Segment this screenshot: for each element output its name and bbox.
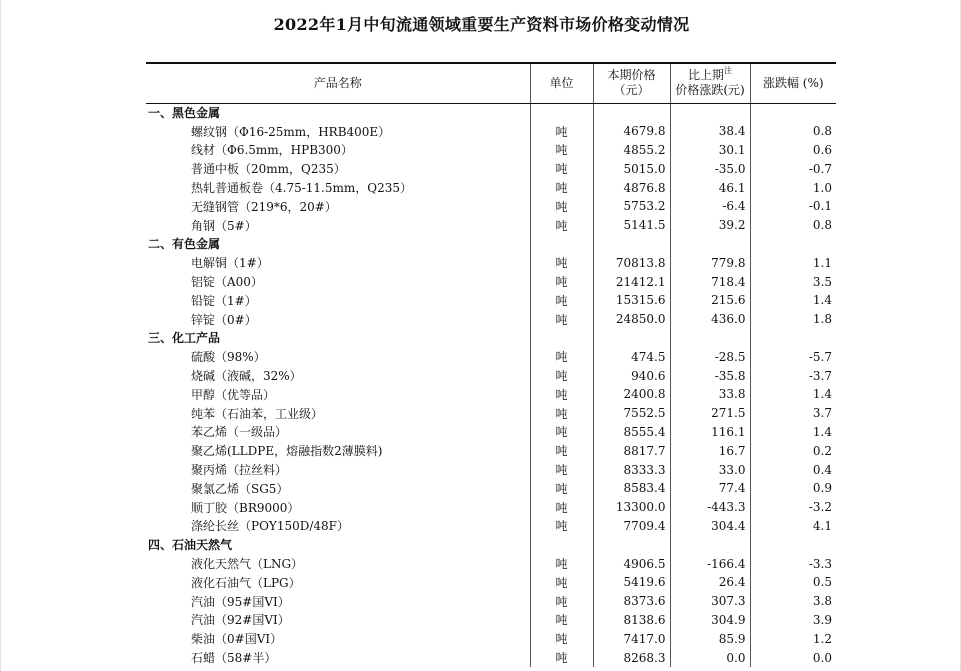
unit-cell: 吨 [530, 479, 593, 498]
table-row [146, 554, 836, 573]
unit-cell: 吨 [530, 423, 593, 442]
table-row [146, 629, 836, 648]
price-cell: 5141.5 [593, 216, 670, 235]
product-name-cell: 螺纹钢（Φ16-25mm，HRB400E） [191, 124, 391, 139]
table-body [146, 103, 836, 667]
pct-cell: 1.4 [750, 385, 836, 404]
empty-cell [670, 329, 750, 348]
product-name-cell: 甲醇（优等品） [191, 387, 276, 402]
pct-cell: 0.9 [750, 479, 836, 498]
unit-cell: 吨 [530, 347, 593, 366]
change-cell: -166.4 [670, 554, 750, 573]
product-name-cell: 无缝钢管（219*6，20#） [191, 199, 337, 214]
table-row [146, 272, 836, 291]
table-row [146, 159, 836, 178]
unit-cell: 吨 [530, 385, 593, 404]
price-cell: 7709.4 [593, 517, 670, 536]
change-cell: 30.1 [670, 141, 750, 160]
change-cell: 85.9 [670, 629, 750, 648]
pct-cell: 0.8 [750, 216, 836, 235]
table-row [146, 648, 836, 667]
table-row [146, 178, 836, 197]
change-cell: 116.1 [670, 423, 750, 442]
price-cell: 7552.5 [593, 404, 670, 423]
category-row [146, 535, 836, 554]
pct-cell: 1.4 [750, 423, 836, 442]
price-cell: 24850.0 [593, 310, 670, 329]
change-cell: 215.6 [670, 291, 750, 310]
pct-cell: 0.6 [750, 141, 836, 160]
change-cell: 33.8 [670, 385, 750, 404]
table-row [146, 479, 836, 498]
table-row [146, 385, 836, 404]
empty-cell [530, 329, 593, 348]
unit-cell: 吨 [530, 554, 593, 573]
price-cell: 4906.5 [593, 554, 670, 573]
category-title: 三、化工产品 [148, 331, 221, 346]
header-row [146, 63, 836, 103]
table-row [146, 253, 836, 272]
empty-cell [530, 535, 593, 554]
unit-cell: 吨 [530, 498, 593, 517]
product-name-cell: 电解铜（1#） [191, 256, 269, 271]
empty-cell [593, 235, 670, 254]
empty-cell [670, 103, 750, 122]
table-row [146, 498, 836, 517]
table-row [146, 517, 836, 536]
unit-cell: 吨 [530, 310, 593, 329]
price-cell: 7417.0 [593, 629, 670, 648]
pct-cell: 3.8 [750, 592, 836, 611]
unit-cell: 吨 [530, 178, 593, 197]
pct-cell: -3.7 [750, 366, 836, 385]
empty-cell [593, 103, 670, 122]
change-cell: 779.8 [670, 253, 750, 272]
pct-cell: 3.7 [750, 404, 836, 423]
change-cell: 77.4 [670, 479, 750, 498]
price-cell: 13300.0 [593, 498, 670, 517]
price-cell: 4876.8 [593, 178, 670, 197]
header-change-line2: 价格涨跌(元) [675, 83, 745, 98]
change-cell: 39.2 [670, 216, 750, 235]
change-cell: -35.0 [670, 159, 750, 178]
product-name-cell: 热轧普通板卷（4.75-11.5mm，Q235） [191, 181, 412, 196]
table-row [146, 291, 836, 310]
change-cell: -6.4 [670, 197, 750, 216]
product-name-cell: 角钢（5#） [191, 218, 257, 233]
pct-cell: 1.8 [750, 310, 836, 329]
table-row [146, 423, 836, 442]
header-change-note: 注 [724, 66, 732, 76]
product-name-cell: 液化石油气（LPG） [191, 575, 301, 590]
product-name-cell: 汽油（95#国VI） [191, 594, 290, 609]
unit-cell: 吨 [530, 592, 593, 611]
price-cell: 8138.6 [593, 611, 670, 630]
price-cell: 4679.8 [593, 122, 670, 141]
change-cell: 304.9 [670, 611, 750, 630]
table-row [146, 347, 836, 366]
pct-cell: -3.3 [750, 554, 836, 573]
change-cell: -443.3 [670, 498, 750, 517]
header-price-line2: （元） [613, 83, 650, 98]
change-cell: 0.0 [670, 648, 750, 667]
product-name-cell: 线材（Φ6.5mm，HPB300） [191, 143, 353, 158]
empty-cell [670, 535, 750, 554]
page-title: 2022年1月中旬流通领域重要生产资料市场价格变动情况 [273, 15, 690, 34]
price-cell: 5015.0 [593, 159, 670, 178]
table-row [146, 460, 836, 479]
table-row [146, 573, 836, 592]
product-name-cell: 聚氯乙烯（SG5） [191, 481, 289, 496]
table-row [146, 592, 836, 611]
pct-cell: 0.2 [750, 441, 836, 460]
unit-cell: 吨 [530, 611, 593, 630]
change-cell: 16.7 [670, 441, 750, 460]
table-row [146, 366, 836, 385]
change-cell: 38.4 [670, 122, 750, 141]
product-name-cell: 铝锭（A00） [191, 275, 263, 290]
price-cell: 15315.6 [593, 291, 670, 310]
unit-cell: 吨 [530, 441, 593, 460]
product-name-cell: 锌锭（0#） [191, 312, 257, 327]
unit-cell: 吨 [530, 159, 593, 178]
unit-cell: 吨 [530, 404, 593, 423]
unit-cell: 吨 [530, 573, 593, 592]
pct-cell: 0.4 [750, 460, 836, 479]
unit-cell: 吨 [530, 122, 593, 141]
product-name-cell: 铅锭（1#） [191, 293, 257, 308]
unit-cell: 吨 [530, 197, 593, 216]
table-row [146, 404, 836, 423]
category-title: 四、石油天然气 [148, 538, 233, 553]
product-name-cell: 涤纶长丝（POY150D/48F） [191, 519, 349, 534]
price-cell: 8555.4 [593, 423, 670, 442]
pct-cell: 3.5 [750, 272, 836, 291]
header-price-line1: 本期价格 [607, 68, 656, 83]
product-name-cell: 液化天然气（LNG） [191, 557, 304, 572]
header-unit: 单位 [530, 63, 593, 103]
category-row [146, 103, 836, 122]
product-name-cell: 聚丙烯（拉丝料） [191, 463, 288, 478]
pct-cell: 3.9 [750, 611, 836, 630]
pct-cell: 1.1 [750, 253, 836, 272]
pct-cell: -0.1 [750, 197, 836, 216]
change-cell: 46.1 [670, 178, 750, 197]
product-name-cell: 顺丁胶（BR9000） [191, 500, 300, 515]
empty-cell [593, 535, 670, 554]
price-cell: 8583.4 [593, 479, 670, 498]
price-cell: 8817.7 [593, 441, 670, 460]
category-title: 二、有色金属 [148, 237, 221, 252]
unit-cell: 吨 [530, 216, 593, 235]
empty-cell [530, 103, 593, 122]
category-title: 一、黑色金属 [148, 106, 221, 121]
product-name-cell: 柴油（0#国VI） [191, 632, 283, 647]
category-row [146, 235, 836, 254]
unit-cell: 吨 [530, 253, 593, 272]
change-cell: 307.3 [670, 592, 750, 611]
empty-cell [530, 235, 593, 254]
pct-cell: -3.2 [750, 498, 836, 517]
empty-cell [593, 329, 670, 348]
unit-cell: 吨 [530, 291, 593, 310]
pct-cell: 1.0 [750, 178, 836, 197]
table-row [146, 122, 836, 141]
header-pct: 涨跌幅 (%) [750, 63, 836, 103]
change-cell: 271.5 [670, 404, 750, 423]
pct-cell: 0.5 [750, 573, 836, 592]
product-name-cell: 汽油（92#国VI） [191, 613, 290, 628]
table-row [146, 141, 836, 160]
product-name-cell: 普通中板（20mm，Q235） [191, 162, 346, 177]
change-cell: 33.0 [670, 460, 750, 479]
change-cell: 304.4 [670, 517, 750, 536]
change-cell: 718.4 [670, 272, 750, 291]
price-cell: 8373.6 [593, 592, 670, 611]
change-cell: -28.5 [670, 347, 750, 366]
change-cell: 436.0 [670, 310, 750, 329]
product-name-cell: 硫酸（98%） [191, 350, 266, 365]
table-row [146, 441, 836, 460]
unit-cell: 吨 [530, 629, 593, 648]
pct-cell: -5.7 [750, 347, 836, 366]
table-row [146, 310, 836, 329]
product-name-cell: 苯乙烯（一级品） [191, 425, 288, 440]
pct-cell: 0.0 [750, 648, 836, 667]
table-row [146, 611, 836, 630]
empty-cell [670, 235, 750, 254]
product-name-cell: 纯苯（石油苯，工业级） [191, 406, 324, 421]
product-name-cell: 烧碱（液碱，32%） [191, 369, 302, 384]
unit-cell: 吨 [530, 460, 593, 479]
empty-cell [750, 329, 836, 348]
pct-cell: -0.7 [750, 159, 836, 178]
header-price [593, 63, 670, 103]
empty-cell [750, 535, 836, 554]
pct-cell: 4.1 [750, 517, 836, 536]
unit-cell: 吨 [530, 141, 593, 160]
unit-cell: 吨 [530, 517, 593, 536]
empty-cell [750, 235, 836, 254]
price-cell: 8333.3 [593, 460, 670, 479]
price-cell: 940.6 [593, 366, 670, 385]
price-cell: 21412.1 [593, 272, 670, 291]
empty-cell [750, 103, 836, 122]
product-name-cell: 聚乙烯(LLDPE，熔融指数2薄膜料) [191, 444, 383, 459]
pct-cell: 0.8 [750, 122, 836, 141]
header-change [670, 63, 750, 103]
header-change-line1: 比上期 [687, 68, 724, 83]
category-row [146, 329, 836, 348]
table-row [146, 197, 836, 216]
price-cell: 474.5 [593, 347, 670, 366]
pct-cell: 1.2 [750, 629, 836, 648]
unit-cell: 吨 [530, 648, 593, 667]
price-cell: 2400.8 [593, 385, 670, 404]
change-cell: 26.4 [670, 573, 750, 592]
change-cell: -35.8 [670, 366, 750, 385]
price-cell: 5419.6 [593, 573, 670, 592]
pct-cell: 1.4 [750, 291, 836, 310]
price-cell: 5753.2 [593, 197, 670, 216]
unit-cell: 吨 [530, 272, 593, 291]
header-name: 产品名称 [146, 63, 530, 103]
table-row [146, 216, 836, 235]
price-cell: 70813.8 [593, 253, 670, 272]
price-table [146, 62, 836, 667]
unit-cell: 吨 [530, 366, 593, 385]
price-cell: 4855.2 [593, 141, 670, 160]
price-cell: 8268.3 [593, 648, 670, 667]
product-name-cell: 石蜡（58#半） [191, 651, 277, 665]
